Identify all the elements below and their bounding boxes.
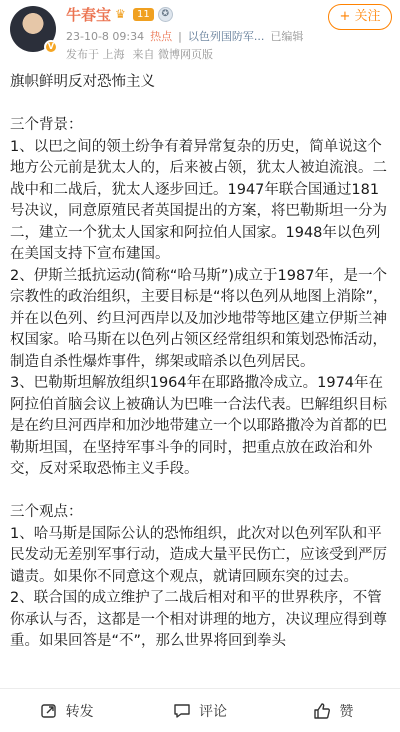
section-heading: 三个观点： xyxy=(10,504,83,520)
separator: | xyxy=(178,29,182,43)
paragraph: 1、哈马斯是国际公认的恐怖组织，此次对以色列军队和平民发动无差别军事行动，造成大量平民伤亡，应该受到严厉谴责。如果你不同意这个观点，就请回顾东突的过去。 xyxy=(10,525,387,585)
section-heading: 三个背景： xyxy=(10,117,83,133)
topic-link[interactable]: 以色列国防军... xyxy=(187,30,265,43)
paragraph: 2、伊斯兰抵抗运动(简称“哈马斯”)成立于1987年，是一个宗教性的政治组织，主要目标是“将以色列从地图上消除”，并在以色列、约旦河西岸以及加沙地带等地区建立伊斯兰神权国家。哈马斯在以色列占领区经常组织和策划恐怖活动，制造自杀性爆炸事件，绑架或暗杀以色列居民。 xyxy=(10,267,388,370)
post-meta xyxy=(66,28,303,44)
follow-button[interactable]: + 关注 xyxy=(328,4,392,30)
repost-label: 转发 xyxy=(65,703,94,720)
comment-button[interactable] xyxy=(133,689,266,732)
repost-button[interactable] xyxy=(0,689,133,732)
level-badge: 11 xyxy=(133,8,154,21)
hot-tag: 热点 xyxy=(150,30,173,43)
medal-icon: ✪ xyxy=(158,7,173,22)
action-toolbar xyxy=(0,688,400,732)
comment-icon xyxy=(173,702,191,720)
paragraph: 1、以巴之间的领土纷争有着异常复杂的历史，简单说这个地方公元前是犹太人的，后来被占领，犹太人被迫流浪。二战中和二战后，犹太人逐步回迁。1947年联合国通过181号决议，同意原殖民者英国提出的方案，将巴勒斯坦一分为二，建立一个犹太人国家和阿拉伯人国家。1948年以色列在美国支持下宣布建国。 xyxy=(10,138,387,262)
comment-label: 评论 xyxy=(198,703,227,720)
post-header xyxy=(0,0,400,72)
author-row xyxy=(66,4,173,24)
author-name[interactable]: 牛春宝 xyxy=(66,5,112,24)
verified-v-icon: V xyxy=(44,40,58,54)
edited-label: 已编辑 xyxy=(270,30,304,43)
like-button[interactable] xyxy=(267,689,400,732)
crown-icon: ♛ xyxy=(115,7,126,21)
post-title: 旗帜鲜明反对恐怖主义 xyxy=(10,74,155,90)
paragraph: 3、巴勒斯坦解放组织1964年在耶路撒冷成立。1974年在阿拉伯首脑会议上被确认为巴唯一合法代表。巴解组织目标是在约旦河西岸和加沙地带建立一个以耶路撒冷为首都的巴勒斯坦国，在坚持军事斗争的同时，把重点放在政治和外交，反对采取恐怖主义手段。 xyxy=(10,375,387,477)
thumbs-up-icon xyxy=(313,702,331,720)
like-label: 赞 xyxy=(339,703,354,720)
post-location: 发布于 上海 xyxy=(66,48,125,61)
paragraph: 2、联合国的成立维护了二战后相对和平的世界秩序，不管你承认与否，这都是一个相对讲理的地方，决议理应得到尊重。如果回答是“不”，那么世界将回到拳头 xyxy=(10,590,387,649)
post-datetime: 23-10-8 09:34 xyxy=(66,29,145,43)
paragraph-spacer xyxy=(10,94,392,116)
post-content xyxy=(10,72,392,653)
repost-icon xyxy=(40,702,58,720)
post-meta-2 xyxy=(66,46,213,62)
post-source: 来自 微博网页版 xyxy=(132,48,213,61)
paragraph-spacer xyxy=(10,481,392,503)
